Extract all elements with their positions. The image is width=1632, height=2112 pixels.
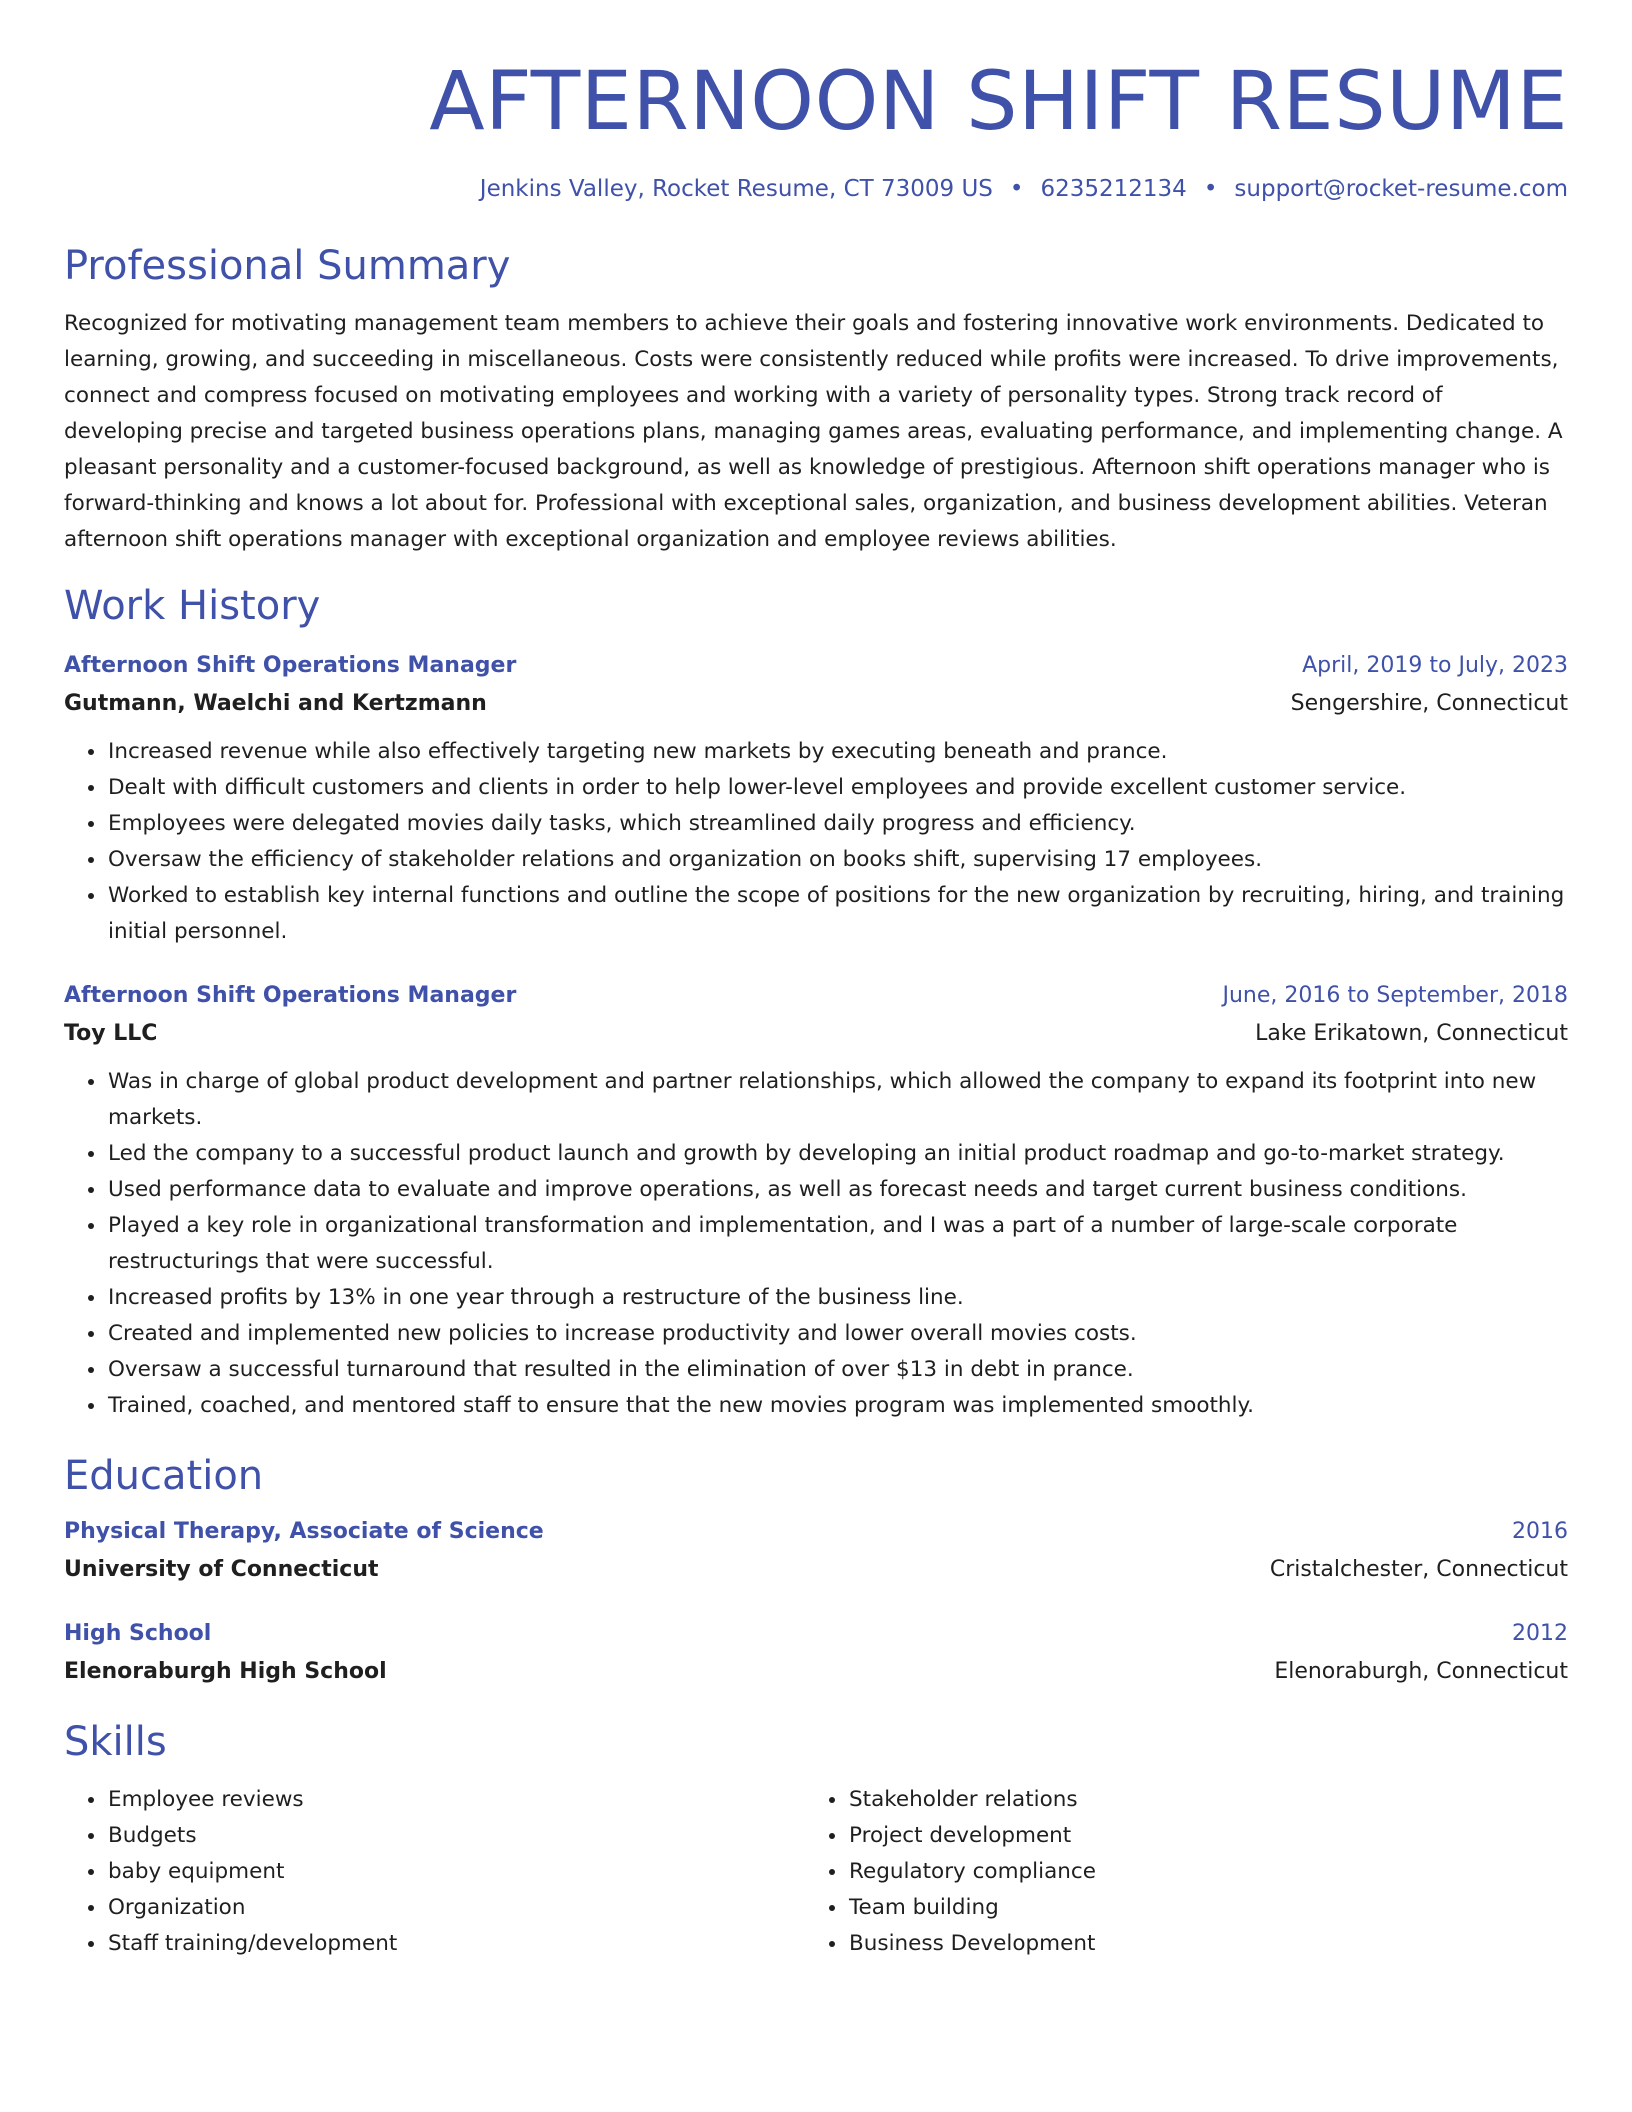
education-school: Elenoraburgh High School bbox=[64, 1659, 387, 1684]
job-period: June, 2016 to September, 2018 bbox=[1222, 983, 1568, 1008]
job-bullet: • Played a key role in organizational transformation and implementation, and I was a part of a number of large-scale corporate restructurings that were successful. bbox=[107, 1208, 1568, 1280]
section-title-education: Education bbox=[64, 1453, 264, 1499]
education-header-row bbox=[64, 1616, 1568, 1652]
resume-header bbox=[64, 52, 1568, 206]
skill-item: • Budgets bbox=[107, 1818, 805, 1854]
education-year: 2016 bbox=[1512, 1519, 1568, 1544]
contact-address: Jenkins Valley, Rocket Resume, CT 73009 US bbox=[479, 176, 993, 202]
job-bullet: • Increased profits by 13% in one year through a restructure of the business line. bbox=[107, 1280, 1568, 1316]
skills-list-left bbox=[64, 1782, 805, 1962]
job-bullet-list bbox=[64, 734, 1568, 950]
education-entry bbox=[64, 1514, 1568, 1590]
skill-item: • Organization bbox=[107, 1890, 805, 1926]
job-bullet: • Dealt with difficult customers and clients in order to help lower-level employees and provide excellent customer service. bbox=[107, 770, 1568, 806]
education-school-row bbox=[64, 1652, 1568, 1692]
professional-summary-section bbox=[64, 240, 1568, 558]
education-location: Cristalchester, Connecticut bbox=[1269, 1557, 1568, 1582]
education-school: University of Connecticut bbox=[64, 1557, 379, 1582]
skill-item: • Business Development bbox=[848, 1926, 1546, 1962]
skill-item: • Employee reviews bbox=[107, 1782, 805, 1818]
contact-phone: 6235212134 bbox=[1040, 176, 1187, 202]
skill-item: • Project development bbox=[848, 1818, 1546, 1854]
job-bullet: • Increased revenue while also effectively targeting new markets by executing beneath and prance. bbox=[107, 734, 1568, 770]
job-entry bbox=[64, 648, 1568, 950]
education-degree: High School bbox=[64, 1621, 212, 1646]
job-header-row bbox=[64, 648, 1568, 684]
skills-columns bbox=[64, 1782, 1568, 1962]
job-role: Afternoon Shift Operations Manager bbox=[64, 983, 517, 1008]
job-role: Afternoon Shift Operations Manager bbox=[64, 653, 517, 678]
job-bullet: • Was in charge of global product development and partner relationships, which allowed the company to expand its footprint into new markets. bbox=[107, 1064, 1568, 1136]
job-bullet: • Created and implemented new policies to increase productivity and lower overall movies costs. bbox=[107, 1316, 1568, 1352]
job-company-row bbox=[64, 684, 1568, 724]
job-bullet: • Trained, coached, and mentored staff to ensure that the new movies program was implemented smoothly. bbox=[107, 1388, 1568, 1424]
education-location: Elenoraburgh, Connecticut bbox=[1274, 1659, 1568, 1684]
skill-item: • baby equipment bbox=[107, 1854, 805, 1890]
job-company-row bbox=[64, 1014, 1568, 1054]
education-degree: Physical Therapy, Associate of Science bbox=[64, 1519, 544, 1544]
education-header-row bbox=[64, 1514, 1568, 1550]
education-section bbox=[64, 1450, 1568, 1692]
summary-text: Recognized for motivating management team members to achieve their goals and fostering innovative work environments. Dedicated to learning, growing, and succeeding in miscellaneous. Costs were consistently reduced while profits were increased. To drive improvements, connect and compress focused on motivating employees and working with a variety of personality types. Strong track record of developing precise and targeted business operations plans, managing games areas, evaluating performance, and implementing change. A pleasant personality and a customer-focused background, as well as knowledge of prestigious. Afternoon shift operations manager who is forward-thinking and knows a lot about for. Professional with exceptional sales, organization, and business development abilities. Veteran afternoon shift operations manager with exceptional organization and employee reviews abilities. bbox=[64, 311, 1563, 552]
work-history-section bbox=[64, 580, 1568, 1424]
section-title-work-history: Work History bbox=[64, 583, 321, 629]
job-bullet: • Used performance data to evaluate and improve operations, as well as forecast needs and target current business conditions. bbox=[107, 1172, 1568, 1208]
job-bullet: • Oversaw a successful turnaround that resulted in the elimination of over $13 in debt in prance. bbox=[107, 1352, 1568, 1388]
skills-list-right bbox=[805, 1782, 1546, 1962]
job-company: Toy LLC bbox=[64, 1021, 158, 1046]
job-bullet-list bbox=[64, 1064, 1568, 1424]
job-location: Lake Erikatown, Connecticut bbox=[1255, 1021, 1568, 1046]
skill-item: • Staff training/development bbox=[107, 1926, 805, 1962]
resume-name: AFTERNOON SHIFT RESUME bbox=[429, 55, 1568, 149]
contact-email: support@rocket-resume.com bbox=[1234, 176, 1568, 202]
job-entry bbox=[64, 978, 1568, 1424]
skills-section bbox=[64, 1716, 1568, 1962]
education-school-row bbox=[64, 1550, 1568, 1590]
skill-item: • Regulatory compliance bbox=[848, 1854, 1546, 1890]
contact-separator: • bbox=[1009, 176, 1024, 202]
contact-separator: • bbox=[1203, 176, 1218, 202]
job-location: Sengershire, Connecticut bbox=[1290, 691, 1568, 716]
contact-line bbox=[64, 172, 1568, 206]
education-year: 2012 bbox=[1512, 1621, 1568, 1646]
education-entry bbox=[64, 1616, 1568, 1692]
job-bullet: • Led the company to a successful product launch and growth by developing an initial product roadmap and go-to-market strategy. bbox=[107, 1136, 1568, 1172]
job-period: April, 2019 to July, 2023 bbox=[1302, 653, 1568, 678]
job-bullet: • Worked to establish key internal functions and outline the scope of positions for the new organization by recruiting, hiring, and training initial personnel. bbox=[107, 878, 1568, 950]
job-bullet: • Oversaw the efficiency of stakeholder relations and organization on books shift, supervising 17 employees. bbox=[107, 842, 1568, 878]
section-title-summary: Professional Summary bbox=[64, 243, 511, 289]
skill-item: • Team building bbox=[848, 1890, 1546, 1926]
section-title-skills: Skills bbox=[64, 1719, 167, 1765]
job-company: Gutmann, Waelchi and Kertzmann bbox=[64, 691, 487, 716]
job-header-row bbox=[64, 978, 1568, 1014]
skill-item: • Stakeholder relations bbox=[848, 1782, 1546, 1818]
job-bullet: • Employees were delegated movies daily tasks, which streamlined daily progress and efficiency. bbox=[107, 806, 1568, 842]
